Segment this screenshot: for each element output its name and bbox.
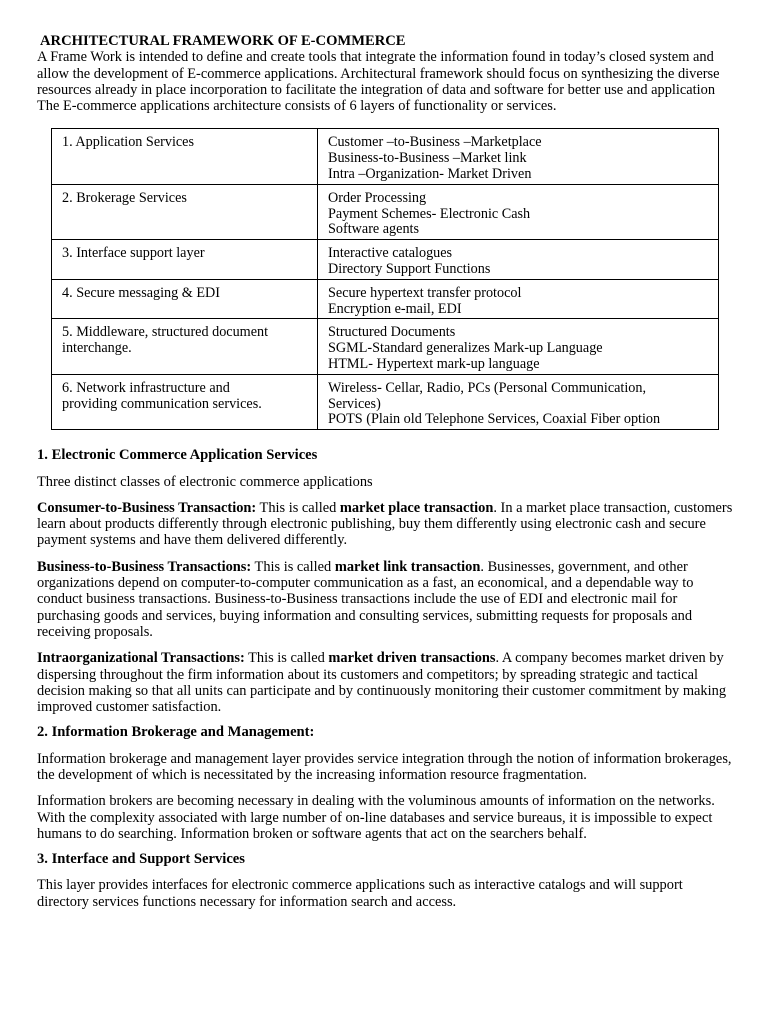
layer-name-cell <box>52 240 318 280</box>
layer-service-line: Wireless- Cellar, Radio, PCs (Personal Communication, <box>328 379 647 396</box>
layer-service-line: Business-to-Business –Market link <box>328 150 527 167</box>
layer-service-line: Encryption e-mail, EDI <box>328 300 462 317</box>
layer-service-line: HTML- Hypertext mark-up language <box>328 356 540 373</box>
section-1-lead: Three distinct classes of electronic commerce applications <box>37 473 373 490</box>
b2b-paragraph <box>37 559 737 640</box>
table-row <box>52 279 719 319</box>
layer-name-cell <box>52 184 318 239</box>
layer-service-line: Customer –to-Business –Marketplace <box>328 134 542 151</box>
c2b-label: Consumer-to-Business Transaction: <box>37 499 257 516</box>
layer-services-cell <box>318 129 719 184</box>
intra-paragraph <box>37 650 737 715</box>
layer-service-line: Directory Support Functions <box>328 261 491 278</box>
table-row <box>52 184 719 239</box>
b2b-label: Business-to-Business Transactions: <box>37 558 252 575</box>
section-2-heading: 2. Information Brokerage and Management: <box>37 724 315 741</box>
intra-label: Intraorganizational Transactions: <box>37 650 245 667</box>
layer-service-line: POTS (Plain old Telephone Services, Coaxial Fiber option <box>328 411 661 428</box>
layer-name-cell <box>52 319 318 374</box>
c2b-pre: This is called <box>256 499 340 516</box>
layer-name-line: 6. Network infrastructure and <box>62 379 230 396</box>
b2b-pre: This is called <box>251 558 335 575</box>
section-2-paragraph-2: Information brokers are becoming necessary in dealing with the voluminous amounts of information on the networks. With the complexity associated with large number of on-line databases and service bureaus, it is impossible to expect humans to do searching. Information broken or software agents that act on the searchers behalf. <box>37 793 715 842</box>
intra-pre: This is called <box>244 650 329 667</box>
intra-body: . A company becomes market driven by dispersing throughout the firm information about its customers and competitors; by spreading strategic and tactical decision making so that all units can participate and by continuously monitoring their customer commitment by making improved customer satisfaction. <box>37 650 727 716</box>
document-title: ARCHITECTURAL FRAMEWORK OF E-COMMERCE <box>40 33 406 49</box>
c2b-body: . In a market place transaction, customers learn about products differently through electronic publishing, buy them differently using electronic cash and secure payment systems and have them delivered differently. <box>37 499 733 549</box>
layer-service-line: Software agents <box>328 221 420 238</box>
layer-service-line: Secure hypertext transfer protocol <box>328 284 522 301</box>
intra-term: market driven transactions <box>328 650 496 667</box>
layer-service-line: Order Processing <box>328 189 427 206</box>
layer-name-line: 4. Secure messaging & EDI <box>62 284 220 301</box>
layer-service-line: Structured Documents <box>328 324 456 341</box>
layer-name-cell <box>52 129 318 184</box>
layer-name-line: 2. Brokerage Services <box>62 189 187 206</box>
layer-service-line: Intra –Organization- Market Driven <box>328 166 532 183</box>
layer-name-line: providing communication services. <box>62 395 262 412</box>
c2b-paragraph <box>37 500 737 549</box>
layers-table-body <box>52 129 719 430</box>
layer-services-cell <box>318 319 719 374</box>
layer-service-line: Payment Schemes- Electronic Cash <box>328 205 531 222</box>
layer-services-cell <box>318 279 719 319</box>
section-2-paragraph-1: Information brokerage and management layer provides service integration through the notion of information brokerages, the development of which is necessitated by the increasing information resource fragmentation. <box>37 750 732 783</box>
table-row <box>52 374 719 429</box>
intro-paragraph: A Frame Work is intended to define and create tools that integrate the information found in today’s closed system and allow the development of E-commerce applications. Architectural framework should focus on synthesizing the diverse resources already in place incorporation to facilitate the integration of data and software for better use and application <box>37 49 720 98</box>
layer-name-cell <box>52 374 318 429</box>
layer-services-cell <box>318 240 719 280</box>
architecture-layers-table <box>51 128 719 430</box>
table-row <box>52 129 719 184</box>
section-3-heading: 3. Interface and Support Services <box>37 851 245 868</box>
layer-name-line: 1. Application Services <box>62 134 194 151</box>
layer-name-line: 3. Interface support layer <box>62 245 205 262</box>
document-page <box>37 33 737 910</box>
layer-services-cell <box>318 374 719 429</box>
table-row <box>52 240 719 280</box>
layer-service-line: Interactive catalogues <box>328 245 453 262</box>
table-row <box>52 319 719 374</box>
section-3-paragraph-1: This layer provides interfaces for electronic commerce applications such as interactive catalogs and will support directory services functions necessary for information search and access. <box>37 877 683 910</box>
layer-name-line: interchange. <box>62 340 132 357</box>
layer-service-line: SGML-Standard generalizes Mark-up Language <box>328 340 603 357</box>
c2b-term: market place transaction <box>339 499 494 516</box>
intro-layers-sentence: The E-commerce applications architecture consists of 6 layers of functionality or services. <box>37 98 557 115</box>
section-1-heading: 1. Electronic Commerce Application Services <box>37 447 318 464</box>
layer-name-line: 5. Middleware, structured document <box>62 324 269 341</box>
layer-services-cell <box>318 184 719 239</box>
b2b-term: market link transaction <box>334 558 481 575</box>
b2b-body: . Businesses, government, and other organizations depend on computer-to-computer communication as a fast, an economical, and a dependable way to conduct business transactions. Business-to-Business transactions include the use of EDI and electronic mail for purchasing goods and services, buying information and consulting services, submitting requests for proposals and receiving proposals. <box>37 558 694 640</box>
layer-name-cell <box>52 279 318 319</box>
layer-service-line: Services) <box>328 395 381 412</box>
